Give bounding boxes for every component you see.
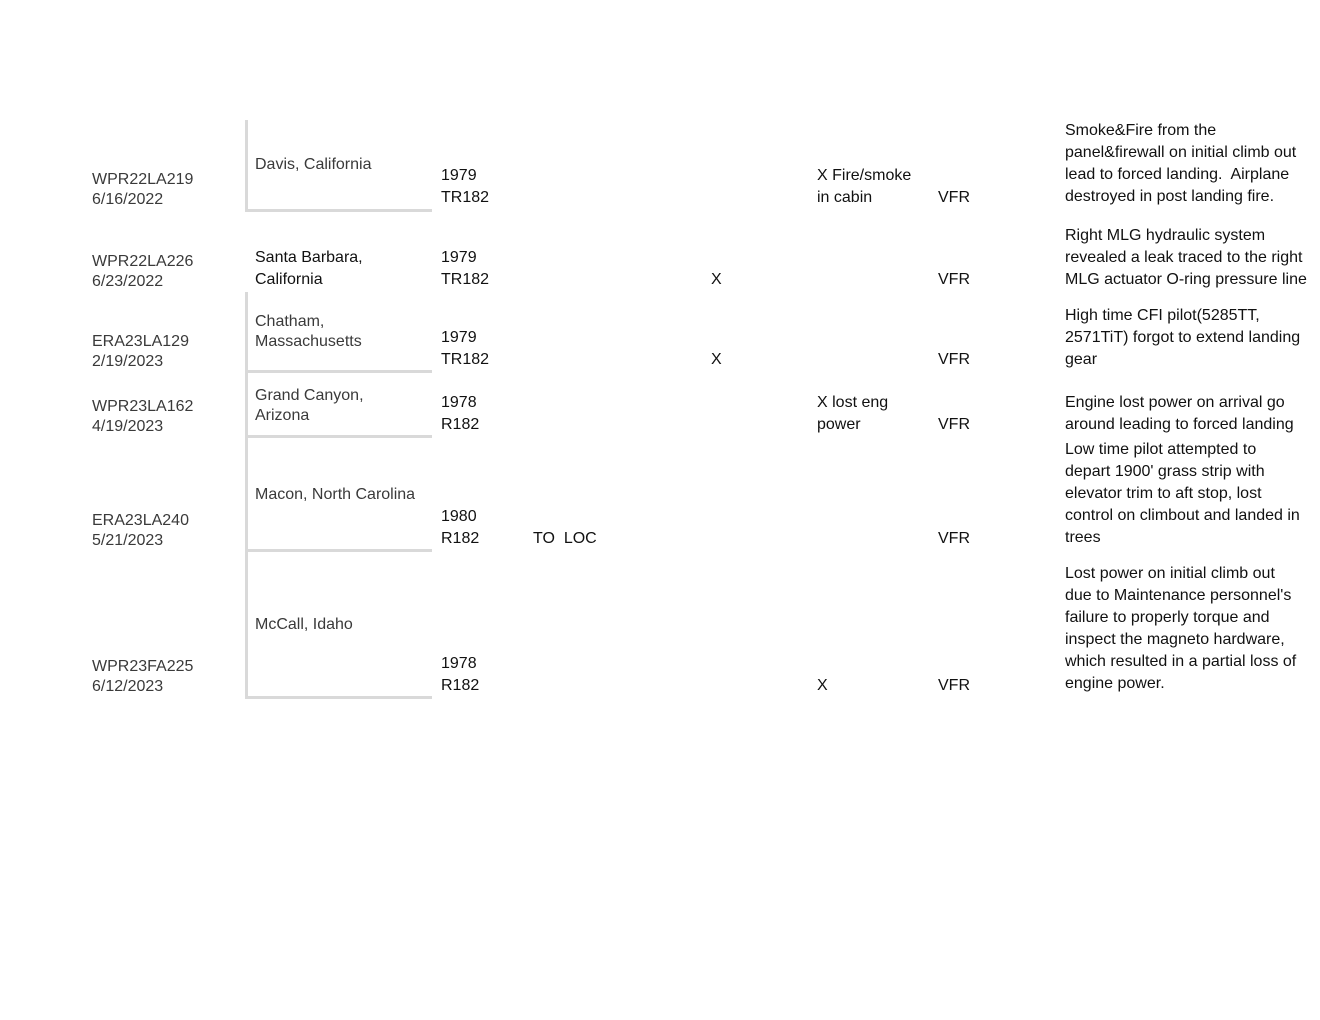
description: Lost power on initial climb out due to Maintenance personnel's failure to properly torque and inspect the magneto hardware, which resulted in a partial loss of engine power. bbox=[1065, 565, 1297, 692]
other-cause: X bbox=[817, 677, 828, 694]
gear-mark: X bbox=[711, 351, 722, 368]
gear-mark: X bbox=[711, 271, 722, 288]
description: Smoke&Fire from the panel&firewall on initial climb out lead to forced landing. Airplane destroyed in post landing fire. bbox=[1065, 122, 1297, 205]
location: Santa Barbara, California bbox=[255, 249, 363, 288]
location: Grand Canyon, Arizona bbox=[255, 387, 364, 424]
report-date: 6/16/2022 bbox=[92, 191, 164, 208]
report-id: WPR23LA162 bbox=[92, 398, 194, 415]
weather: VFR bbox=[938, 271, 970, 288]
model: TR182 bbox=[441, 189, 490, 206]
report-id: WPR22LA226 bbox=[92, 253, 194, 270]
cell-border bbox=[245, 549, 432, 552]
model: R182 bbox=[441, 530, 480, 547]
description: Right MLG hydraulic system revealed a leak traced to the right MLG actuator O-ring pressure line bbox=[1065, 227, 1307, 288]
cell-border bbox=[245, 435, 432, 438]
cell-border bbox=[245, 209, 432, 212]
weather: VFR bbox=[938, 351, 970, 368]
description: High time CFI pilot(5285TT, 2571TiT) forgot to extend landing gear bbox=[1065, 307, 1301, 368]
description: Engine lost power on arrival go around leading to forced landing bbox=[1065, 394, 1294, 433]
other-cause: X lost eng power bbox=[817, 394, 889, 433]
report-date: 2/19/2023 bbox=[92, 353, 164, 370]
report-id: ERA23LA129 bbox=[92, 333, 189, 350]
weather: VFR bbox=[938, 189, 970, 206]
location: Macon, North Carolina bbox=[255, 486, 416, 503]
cell-border bbox=[245, 696, 432, 699]
location: Davis, California bbox=[255, 156, 372, 173]
flight-phase: TO LOC bbox=[533, 530, 597, 547]
weather: VFR bbox=[938, 530, 970, 547]
year: 1979 bbox=[441, 167, 477, 184]
description: Low time pilot attempted to depart 1900' grass strip with elevator trim to aft stop, lost control on climbout and landed in trees bbox=[1065, 441, 1300, 546]
report-id: ERA23LA240 bbox=[92, 512, 189, 529]
report-date: 6/23/2022 bbox=[92, 273, 164, 290]
cell-border bbox=[245, 120, 248, 212]
report-date: 4/19/2023 bbox=[92, 418, 164, 435]
year: 1979 bbox=[441, 249, 477, 266]
weather: VFR bbox=[938, 677, 970, 694]
location: McCall, Idaho bbox=[255, 616, 353, 633]
model: TR182 bbox=[441, 271, 490, 288]
report-date: 5/21/2023 bbox=[92, 532, 164, 549]
year: 1980 bbox=[441, 508, 477, 525]
report-id: WPR22LA219 bbox=[92, 171, 194, 188]
other-cause: X Fire/smoke in cabin bbox=[817, 167, 912, 206]
report-date: 6/12/2023 bbox=[92, 678, 164, 695]
cell-border bbox=[245, 370, 432, 373]
model: R182 bbox=[441, 416, 480, 433]
model: TR182 bbox=[441, 351, 490, 368]
year: 1979 bbox=[441, 329, 477, 346]
cell-border bbox=[245, 292, 248, 699]
model: R182 bbox=[441, 677, 480, 694]
report-id: WPR23FA225 bbox=[92, 658, 194, 675]
year: 1978 bbox=[441, 394, 477, 411]
weather: VFR bbox=[938, 416, 970, 433]
year: 1978 bbox=[441, 655, 477, 672]
location: Chatham, Massachusetts bbox=[255, 313, 362, 350]
